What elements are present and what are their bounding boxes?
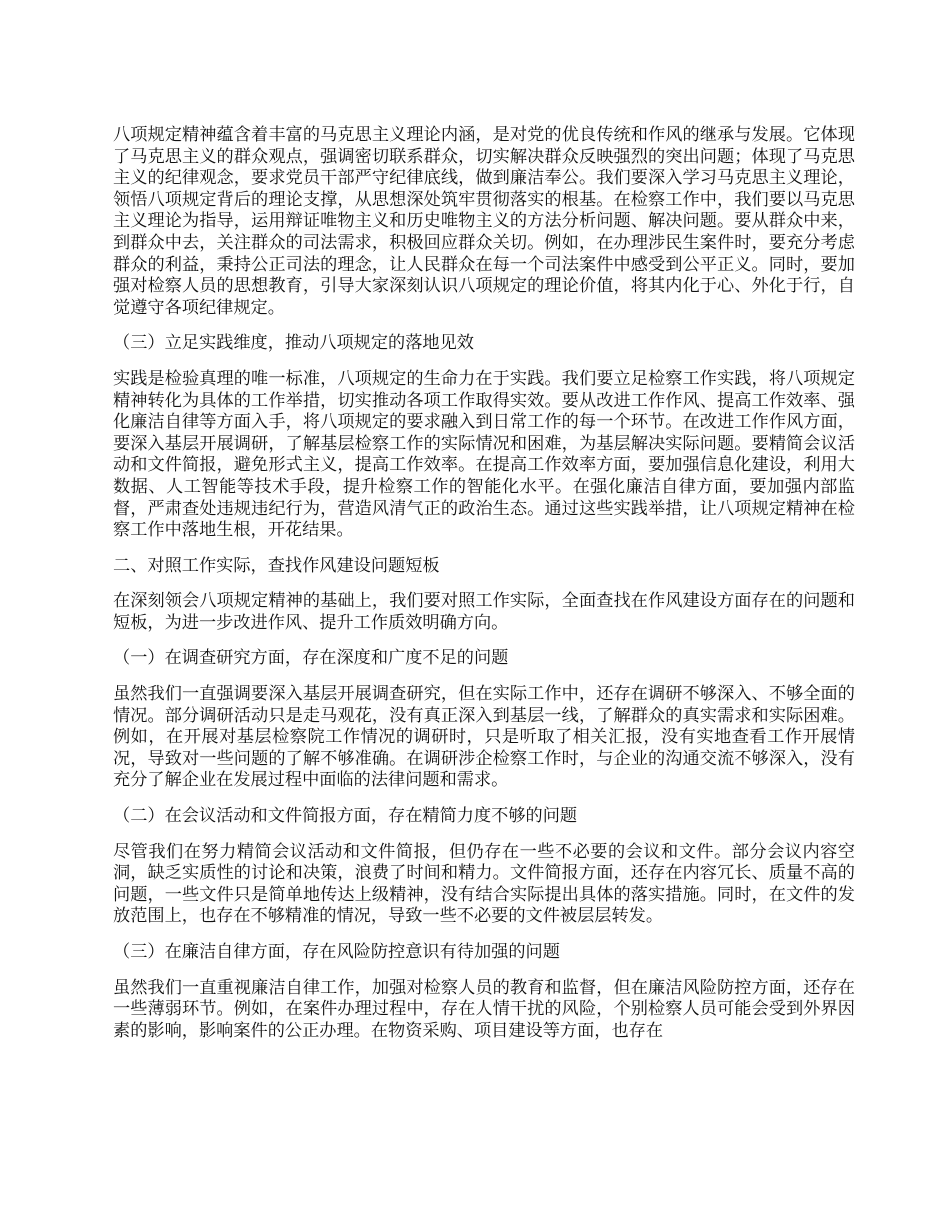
paragraph-problems-intro: 在深刻领会八项规定精神的基础上，我们要对照工作实际，全面查找在作风建设方面存在的问题和短板，为进一步改进作风、提升工作质效明确方向。 <box>113 591 855 633</box>
subheading-integrity: （三）在廉洁自律方面，存在风险防控意识有待加强的问题 <box>113 942 560 962</box>
document-body <box>113 125 855 1056</box>
paragraph-theory: 八项规定精神蕴含着丰富的马克思主义理论内涵，是对党的优良传统和作风的继承与发展。它体现了马克思主义的群众观点，强调密切联系群众，切实解决群众反映强烈的突出问题；体现了马克思主义的纪律观念，要求党员干部严守纪律底线，做到廉洁奉公。我们要深入学习马克思主义理论，领悟八项规定背后的理论支撑，从思想深处筑牢贯彻落实的根基。在检察工作中，我们要以马克思主义理论为指导，运用辩证唯物主义和历史唯物主义的方法分析问题、解决问题。要从群众中来，到群众中去，关注群众的司法需求，积极回应群众关切。例如，在办理涉民生案件时，要充分考虑群众的利益，秉持公正司法的理念，让人民群众在每一个司法案件中感受到公平正义。同时，要加强对检察人员的思想教育，引导大家深刻认识八项规定的理论价值，将其内化于心、外化于行，自觉遵守各项纪律规定。 <box>113 125 855 318</box>
subheading-meetings: （二）在会议活动和文件简报方面，存在精简力度不够的问题 <box>113 806 578 827</box>
paragraph-integrity: 虽然我们一直重视廉洁自律工作，加强对检察人员的教育和监督，但在廉洁风险防控方面，还存在一些薄弱环节。例如，在案件办理过程中，存在人情干扰的风险，个别检察人员可能会受到外界因素的影响，影响案件的公正办理。在物资采购、项目建设等方面，也存在 <box>113 977 855 1041</box>
section-heading-problems: 二、对照工作实际，查找作风建设问题短板 <box>113 555 440 576</box>
paragraph-meetings: 尽管我们在努力精简会议活动和文件简报，但仍存在一些不必要的会议和文件。部分会议内容空洞，缺乏实质性的讨论和决策，浪费了时间和精力。文件简报方面，还存在内容冗长、质量不高的问题，一些文件只是简单地传达上级精神，没有结合实际提出具体的落实措施。同时，在文件的发放范围上，也存在不够精准的情况，导致一些不必要的文件被层层转发。 <box>113 841 855 927</box>
paragraph-practice: 实践是检验真理的唯一标准，八项规定的生命力在于实践。我们要立足检察工作实践，将八项规定精神转化为具体的工作举措，切实推动各项工作取得实效。要从改进工作作风、提高工作效率、强化廉洁自律等方面入手，将八项规定的要求融入到日常工作的每一个环节。在改进工作作风方面，要深入基层开展调研，了解基层检察工作的实际情况和困难，为基层解决实际问题。要精简会议活动和文件简报，避免形式主义，提高工作效率。在提高工作效率方面，要加强信息化建设，利用大数据、人工智能等技术手段，提升检察工作的智能化水平。在强化廉洁自律方面，要加强内部监督，严肃查处违规违纪行为，营造风清气正的政治生态。通过这些实践举措，让八项规定精神在检察工作中落地生根，开花结果。 <box>113 368 855 541</box>
subheading-research: （一）在调查研究方面，存在深度和广度不足的问题 <box>113 648 509 669</box>
paragraph-research: 虽然我们一直强调要深入基层开展调查研究，但在实际工作中，还存在调研不够深入、不够全面的情况。部分调研活动只是走马观花，没有真正深入到基层一线，了解群众的真实需求和实际困难。例如，在开展对基层检察院工作情况的调研时，只是听取了相关汇报，没有实地查看工作开展情况，导致对一些问题的了解不够准确。在调研涉企检察工作时，与企业的沟通交流不够深入，没有充分了解企业在发展过程中面临的法律问题和需求。 <box>113 684 855 791</box>
section-heading-practice: （三）立足实践维度，推动八项规定的落地见效 <box>113 333 474 354</box>
